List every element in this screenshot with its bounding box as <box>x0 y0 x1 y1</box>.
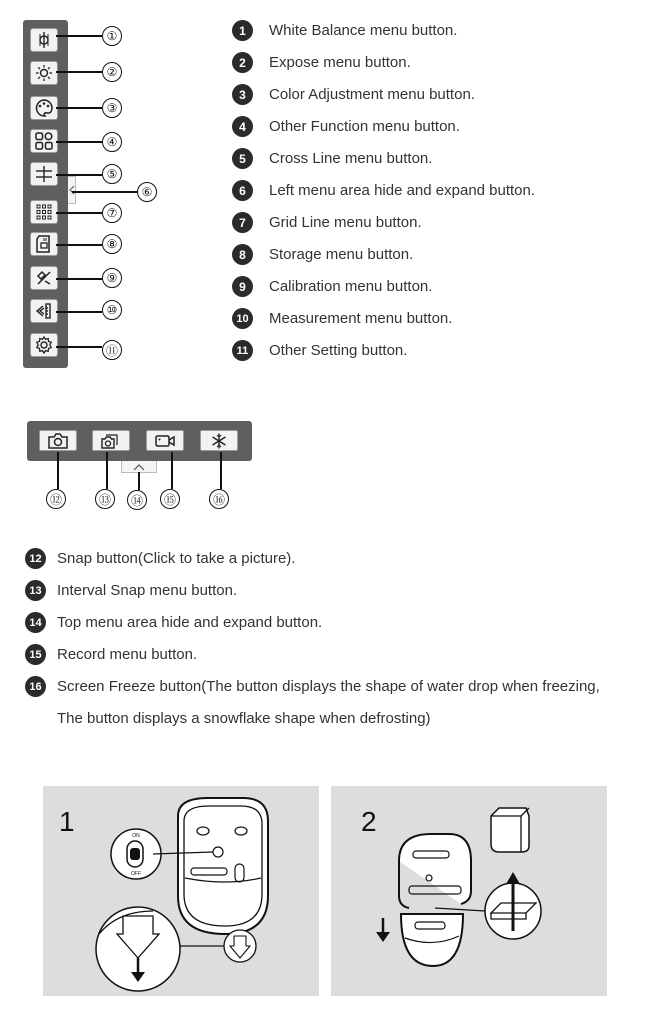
callout-number: ⑦ <box>102 203 122 223</box>
calibration-button[interactable] <box>30 266 58 290</box>
callout-number: ① <box>102 26 122 46</box>
callout-line <box>56 107 102 109</box>
callout-line <box>106 452 108 489</box>
callout-number: ⑧ <box>102 234 122 254</box>
gear-icon <box>34 335 54 355</box>
white-balance-button[interactable] <box>30 28 58 52</box>
description-text: Other Function menu button. <box>269 118 460 135</box>
description-text: Storage menu button. <box>269 246 414 263</box>
record-button[interactable] <box>146 430 184 451</box>
interval-snap-button[interactable] <box>92 430 130 451</box>
number-badge: 16 <box>25 676 46 697</box>
number-badge: 5 <box>232 148 253 169</box>
screen-freeze-button[interactable] <box>200 430 238 451</box>
top-menu-panel <box>27 421 252 461</box>
calibration-icon <box>34 268 54 288</box>
description-text: Calibration menu button. <box>269 278 433 295</box>
callout-number: ⑭ <box>127 490 147 510</box>
callout-line <box>220 452 222 489</box>
cross-line-button[interactable] <box>30 162 58 186</box>
illustration-panel-2 <box>331 786 607 996</box>
description-text: Interval Snap menu button. <box>57 582 238 599</box>
callout-number: ⑯ <box>209 489 229 509</box>
description-text: Left menu area hide and expand button. <box>269 182 536 199</box>
grid-dots-icon <box>34 202 54 222</box>
callout-number: ⑩ <box>102 300 122 320</box>
step-number: 1 <box>59 806 75 837</box>
number-badge: 1 <box>232 20 253 41</box>
description-text: Record menu button. <box>57 646 198 663</box>
number-badge: 4 <box>232 116 253 137</box>
description-text: Other Setting button. <box>269 342 408 359</box>
callout-line <box>56 174 102 176</box>
description-text: Color Adjustment menu button. <box>269 86 475 103</box>
callout-line <box>72 191 138 193</box>
receiver-removal-illustration <box>331 786 607 996</box>
number-badge: 12 <box>25 548 46 569</box>
number-badge: 7 <box>232 212 253 233</box>
video-camera-icon <box>154 432 176 450</box>
switch-off-label: OFF <box>131 871 141 877</box>
description-text: Grid Line menu button. <box>269 214 422 231</box>
other-setting-button[interactable] <box>30 333 58 357</box>
left-menu-hide-button[interactable] <box>68 176 76 204</box>
measurement-icon <box>34 301 54 321</box>
callout-number: ② <box>102 62 122 82</box>
number-badge: 6 <box>232 180 253 201</box>
callout-number: ⑥ <box>137 182 157 202</box>
illustration-panel-1 <box>43 786 319 996</box>
callout-line <box>56 71 102 73</box>
callout-line <box>56 35 102 37</box>
cross-line-icon <box>34 164 54 184</box>
description-continuation: The button displays a snowflake shape when defrosting) <box>57 710 431 727</box>
chevron-left-icon <box>69 185 75 195</box>
number-badge: 11 <box>232 340 253 361</box>
grid-four-icon <box>34 131 54 151</box>
measurement-button[interactable] <box>30 299 58 323</box>
step-number: 2 <box>361 806 377 837</box>
interval-camera-icon <box>100 432 122 450</box>
callout-line <box>56 244 102 246</box>
callout-line <box>171 452 173 489</box>
callout-number: ④ <box>102 132 122 152</box>
callout-line <box>57 452 59 489</box>
switch-on-label: ON <box>132 833 140 839</box>
callout-line <box>56 141 102 143</box>
callout-number: ⑫ <box>46 489 66 509</box>
number-badge: 14 <box>25 612 46 633</box>
grid-line-button[interactable] <box>30 200 58 224</box>
sun-icon <box>34 63 54 83</box>
chevron-up-icon <box>132 463 146 471</box>
callout-number: ⑬ <box>95 489 115 509</box>
other-function-button[interactable] <box>30 129 58 153</box>
callout-number: ⑪ <box>102 340 122 360</box>
expose-button[interactable] <box>30 61 58 85</box>
palette-icon <box>34 98 54 118</box>
number-badge: 2 <box>232 52 253 73</box>
callout-number: ⑮ <box>160 489 180 509</box>
storage-button[interactable] <box>30 232 58 256</box>
description-text: White Balance menu button. <box>269 22 458 39</box>
number-badge: 15 <box>25 644 46 665</box>
snowflake-icon <box>208 432 230 450</box>
mouse-bottom-illustration <box>43 786 319 996</box>
callout-line <box>56 311 102 313</box>
sd-card-icon <box>34 234 54 254</box>
snap-button[interactable] <box>39 430 77 451</box>
callout-number: ③ <box>102 98 122 118</box>
number-badge: 10 <box>232 308 253 329</box>
callout-number: ⑤ <box>102 164 122 184</box>
color-adjustment-button[interactable] <box>30 96 58 120</box>
callout-line <box>56 278 102 280</box>
number-badge: 13 <box>25 580 46 601</box>
number-badge: 3 <box>232 84 253 105</box>
description-text: Screen Freeze button(The button displays the shape of water drop when freezing, <box>57 678 600 695</box>
callout-line <box>56 346 102 348</box>
description-text: Expose menu button. <box>269 54 411 71</box>
camera-icon <box>47 432 69 450</box>
white-balance-icon <box>34 30 54 50</box>
callout-line <box>138 472 140 490</box>
callout-number: ⑨ <box>102 268 122 288</box>
callout-line <box>56 212 102 214</box>
description-text: Top menu area hide and expand button. <box>57 614 323 631</box>
description-text: Cross Line menu button. <box>269 150 433 167</box>
description-text: Measurement menu button. <box>269 310 453 327</box>
number-badge: 8 <box>232 244 253 265</box>
number-badge: 9 <box>232 276 253 297</box>
description-text: Snap button(Click to take a picture). <box>57 550 296 567</box>
